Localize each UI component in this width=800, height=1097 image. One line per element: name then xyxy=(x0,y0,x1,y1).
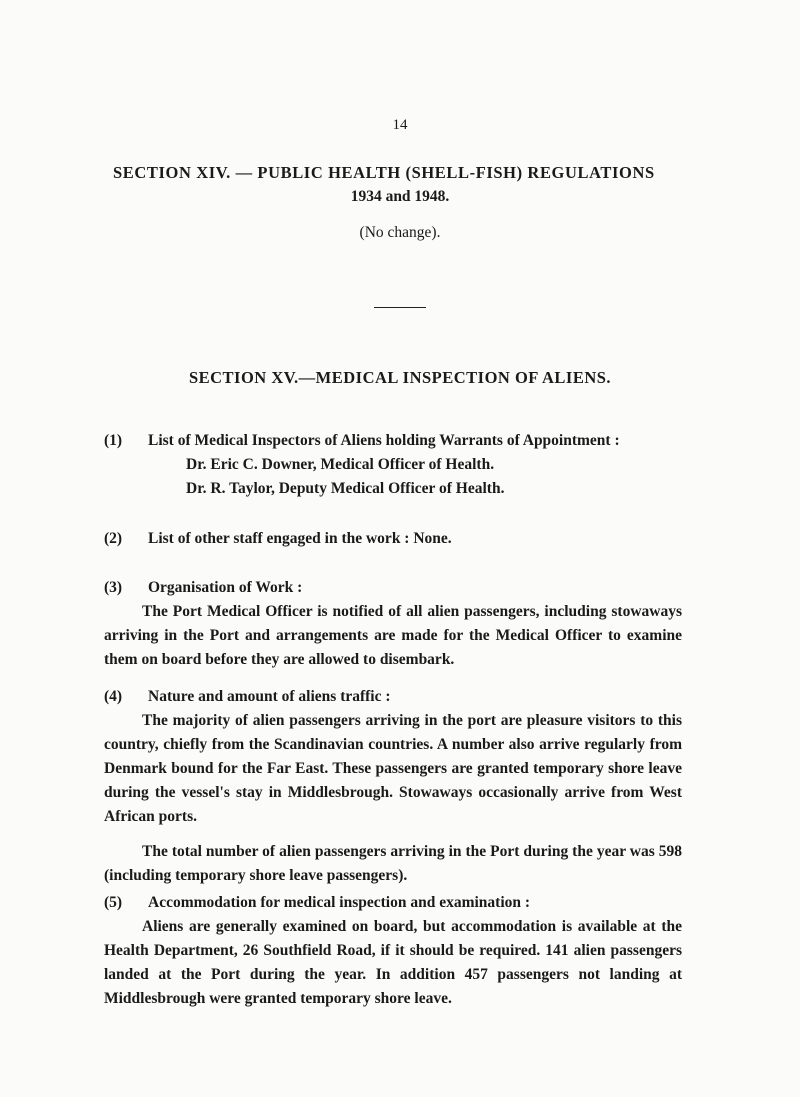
list-item-3 xyxy=(104,576,682,672)
section-divider xyxy=(374,307,426,308)
list-item-1 xyxy=(104,429,682,501)
page-number: 14 xyxy=(392,117,408,133)
list-item-5 xyxy=(104,891,682,1011)
item-paragraph: The majority of alien passengers arriving in the port are pleasure visitors to this country, chiefly from the Scandinavian countries. A number also arrive regularly from Denmark bound for the Far East. These passengers are granted temporary shore leave during the vessel's stay in Middlesbrough. Stowaways occasionally arrive from West African ports. xyxy=(104,712,682,825)
item-paragraph: Aliens are generally examined on board, but accommodation is available at the Health Department, 26 Southfield Road, if it should be required. 141 alien passengers landed at the Port during the year. In addition 457 passengers not landing at Middlesbrough were granted temporary shore leave. xyxy=(104,918,682,1007)
section-14-subtitle: 1934 and 1948. xyxy=(350,188,450,205)
item-heading: Nature and amount of aliens traffic : xyxy=(148,688,391,705)
item-number: (1) xyxy=(104,432,123,449)
inspector-line: Dr. R. Taylor, Deputy Medical Officer of Health. xyxy=(186,480,505,497)
item-heading: List of Medical Inspectors of Aliens holding Warrants of Appointment : xyxy=(148,432,620,449)
section-15-title: SECTION XV.—MEDICAL INSPECTION OF ALIENS. xyxy=(188,368,612,387)
item-number: (3) xyxy=(104,579,123,596)
item-number: (5) xyxy=(104,894,123,911)
section-14-title: SECTION XIV. — PUBLIC HEALTH (SHELL-FISH) REGULATIONS xyxy=(113,163,655,182)
item-heading: Accommodation for medical inspection and examination : xyxy=(148,894,531,911)
item-number: (2) xyxy=(104,530,123,547)
item-number: (4) xyxy=(104,688,123,705)
list-item-4 xyxy=(104,685,682,888)
item-paragraph: The Port Medical Officer is notified of all alien passengers, including stowaways arriving in the Port and arrangements are made for the Medical Officer to examine them on board before they are allowed to disembark. xyxy=(104,603,682,668)
list-item-2 xyxy=(104,527,682,551)
inspector-line: Dr. Eric C. Downer, Medical Officer of Health. xyxy=(186,456,495,473)
item-paragraph: The total number of alien passengers arriving in the Port during the year was 598 (including temporary shore leave passengers). xyxy=(104,843,682,884)
section-14-note: (No change). xyxy=(359,224,441,241)
item-heading: List of other staff engaged in the work : None. xyxy=(148,530,452,547)
item-heading: Organisation of Work : xyxy=(148,579,303,596)
